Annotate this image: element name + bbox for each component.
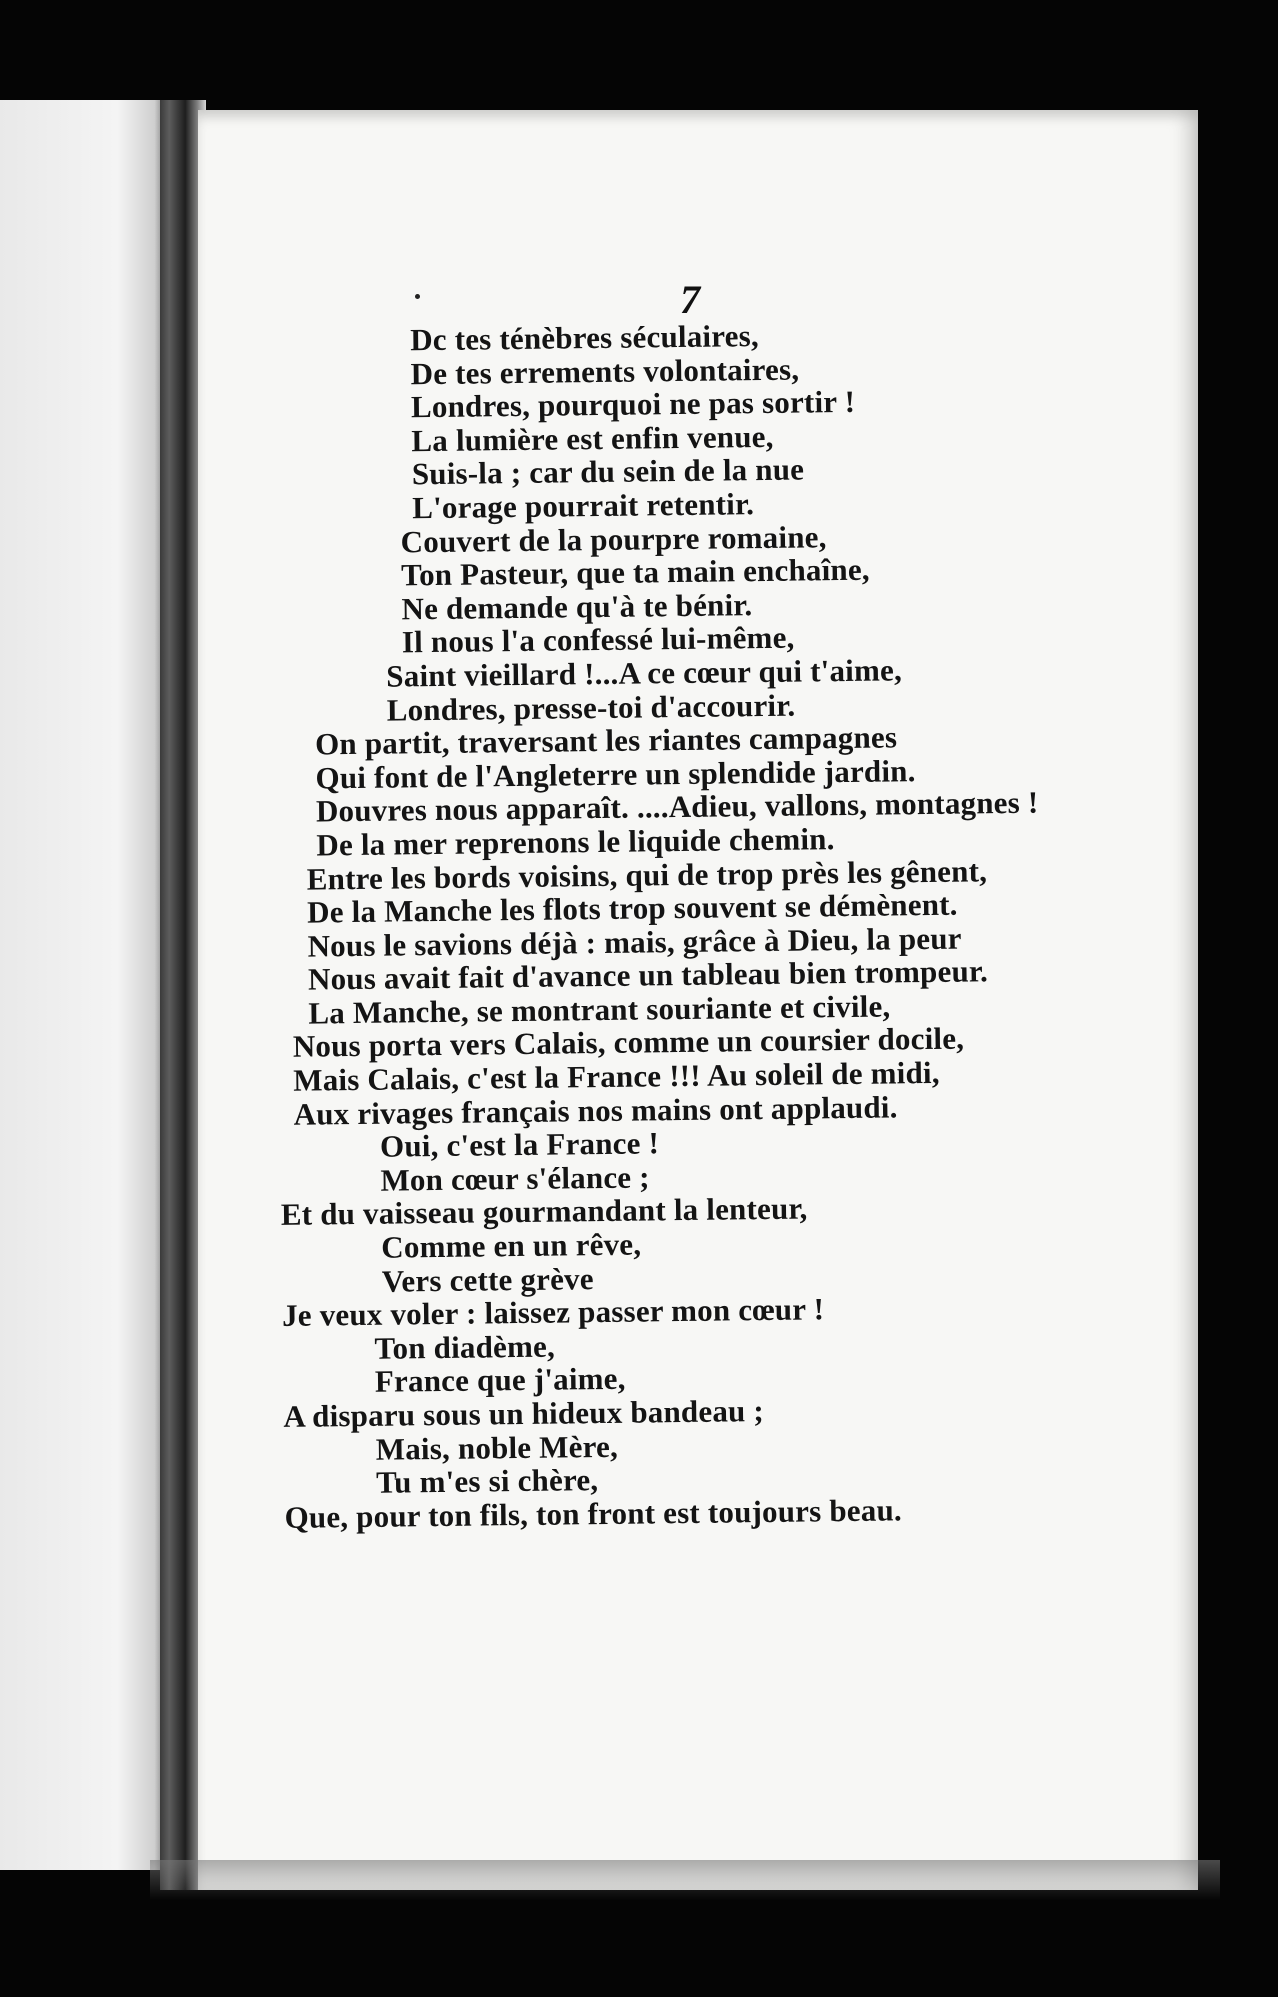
poem-line: Vers cette grève <box>381 1260 594 1299</box>
poem-line: A disparu sous un hideux bandeau ; <box>283 1393 765 1434</box>
poem-line: La lumière est enfin venue, <box>411 418 774 459</box>
poem-line: Tu m'es si chère, <box>375 1462 599 1500</box>
poem-line: De tes errements volontaires, <box>410 351 800 391</box>
poem-line: Oui, c'est la France ! <box>379 1125 660 1164</box>
poem-line: Mon cœur s'élance ; <box>380 1159 650 1198</box>
poem-line: Je veux voler : laissez passer mon cœur ! <box>281 1291 825 1334</box>
poem-line: Douvres nous apparaît. ....Adieu, vallons, montagnes ! <box>315 784 1039 829</box>
poem-text <box>270 316 1045 1535</box>
poem-line: Ne demande qu'à te bénir. <box>401 586 753 627</box>
poem-line: Suis-la ; car du sein de la nue <box>411 451 805 492</box>
ink-dot <box>415 294 420 299</box>
poem-line: Qui font de l'Angleterre un splendide jardin. <box>315 752 916 796</box>
poem-line: Il nous l'a confessé lui-même, <box>401 619 795 660</box>
poem-line: Comme en un rêve, <box>381 1226 642 1265</box>
poem-line: La Manche, se montrant souriante et civile, <box>308 988 891 1031</box>
poem-line: Que, pour ton fils, ton front est toujours beau. <box>284 1492 903 1535</box>
page-edge-shadow <box>150 1860 1220 1900</box>
poem-line: Couvert de la pourpre romaine, <box>400 518 827 559</box>
poem-line: Aux rivages français nos mains ont applaudi. <box>293 1089 898 1132</box>
poem-line: Nous avait fait d'avance un tableau bien trompeur. <box>307 953 989 997</box>
poem-line: Ton Pasteur, que ta main enchaîne, <box>400 551 870 593</box>
poem-line: Mais Calais, c'est la France !!! Au soleil de midi, <box>293 1054 940 1098</box>
poem-line: Entre les bords voisins, qui de trop près les gênent, <box>306 852 988 897</box>
poem-line: Mais, noble Mère, <box>375 1428 619 1467</box>
poem-line: France que j'aime, <box>374 1361 626 1400</box>
poem-line: Et du vaisseau gourmandant la lenteur, <box>280 1190 808 1233</box>
poem-line: Londres, pourquoi ne pas sortir ! <box>410 384 856 425</box>
facing-page <box>0 100 168 1870</box>
poem-line: On partit, traversant les riantes campagnes <box>314 719 898 762</box>
poem-line: De la Manche les flots trop souvent se démènent. <box>306 886 958 930</box>
poem-line: Saint vieillard !...A ce cœur qui t'aime, <box>386 652 903 694</box>
poem-line: Dc tes ténèbres séculaires, <box>409 318 760 358</box>
poem-line: Nous le savions déjà : mais, grâce à Dieu, la peur <box>307 920 962 964</box>
poem-line: Ton diadème, <box>374 1328 556 1366</box>
page-number: 7 <box>680 277 700 322</box>
poem-line: Nous porta vers Calais, comme un coursier docile, <box>292 1021 965 1065</box>
poem-line: Londres, presse-toi d'accourir. <box>386 687 796 728</box>
poem-line: De la mer reprenons le liquide chemin. <box>316 821 835 863</box>
poem-line: L'orage pourrait retentir. <box>412 486 755 526</box>
